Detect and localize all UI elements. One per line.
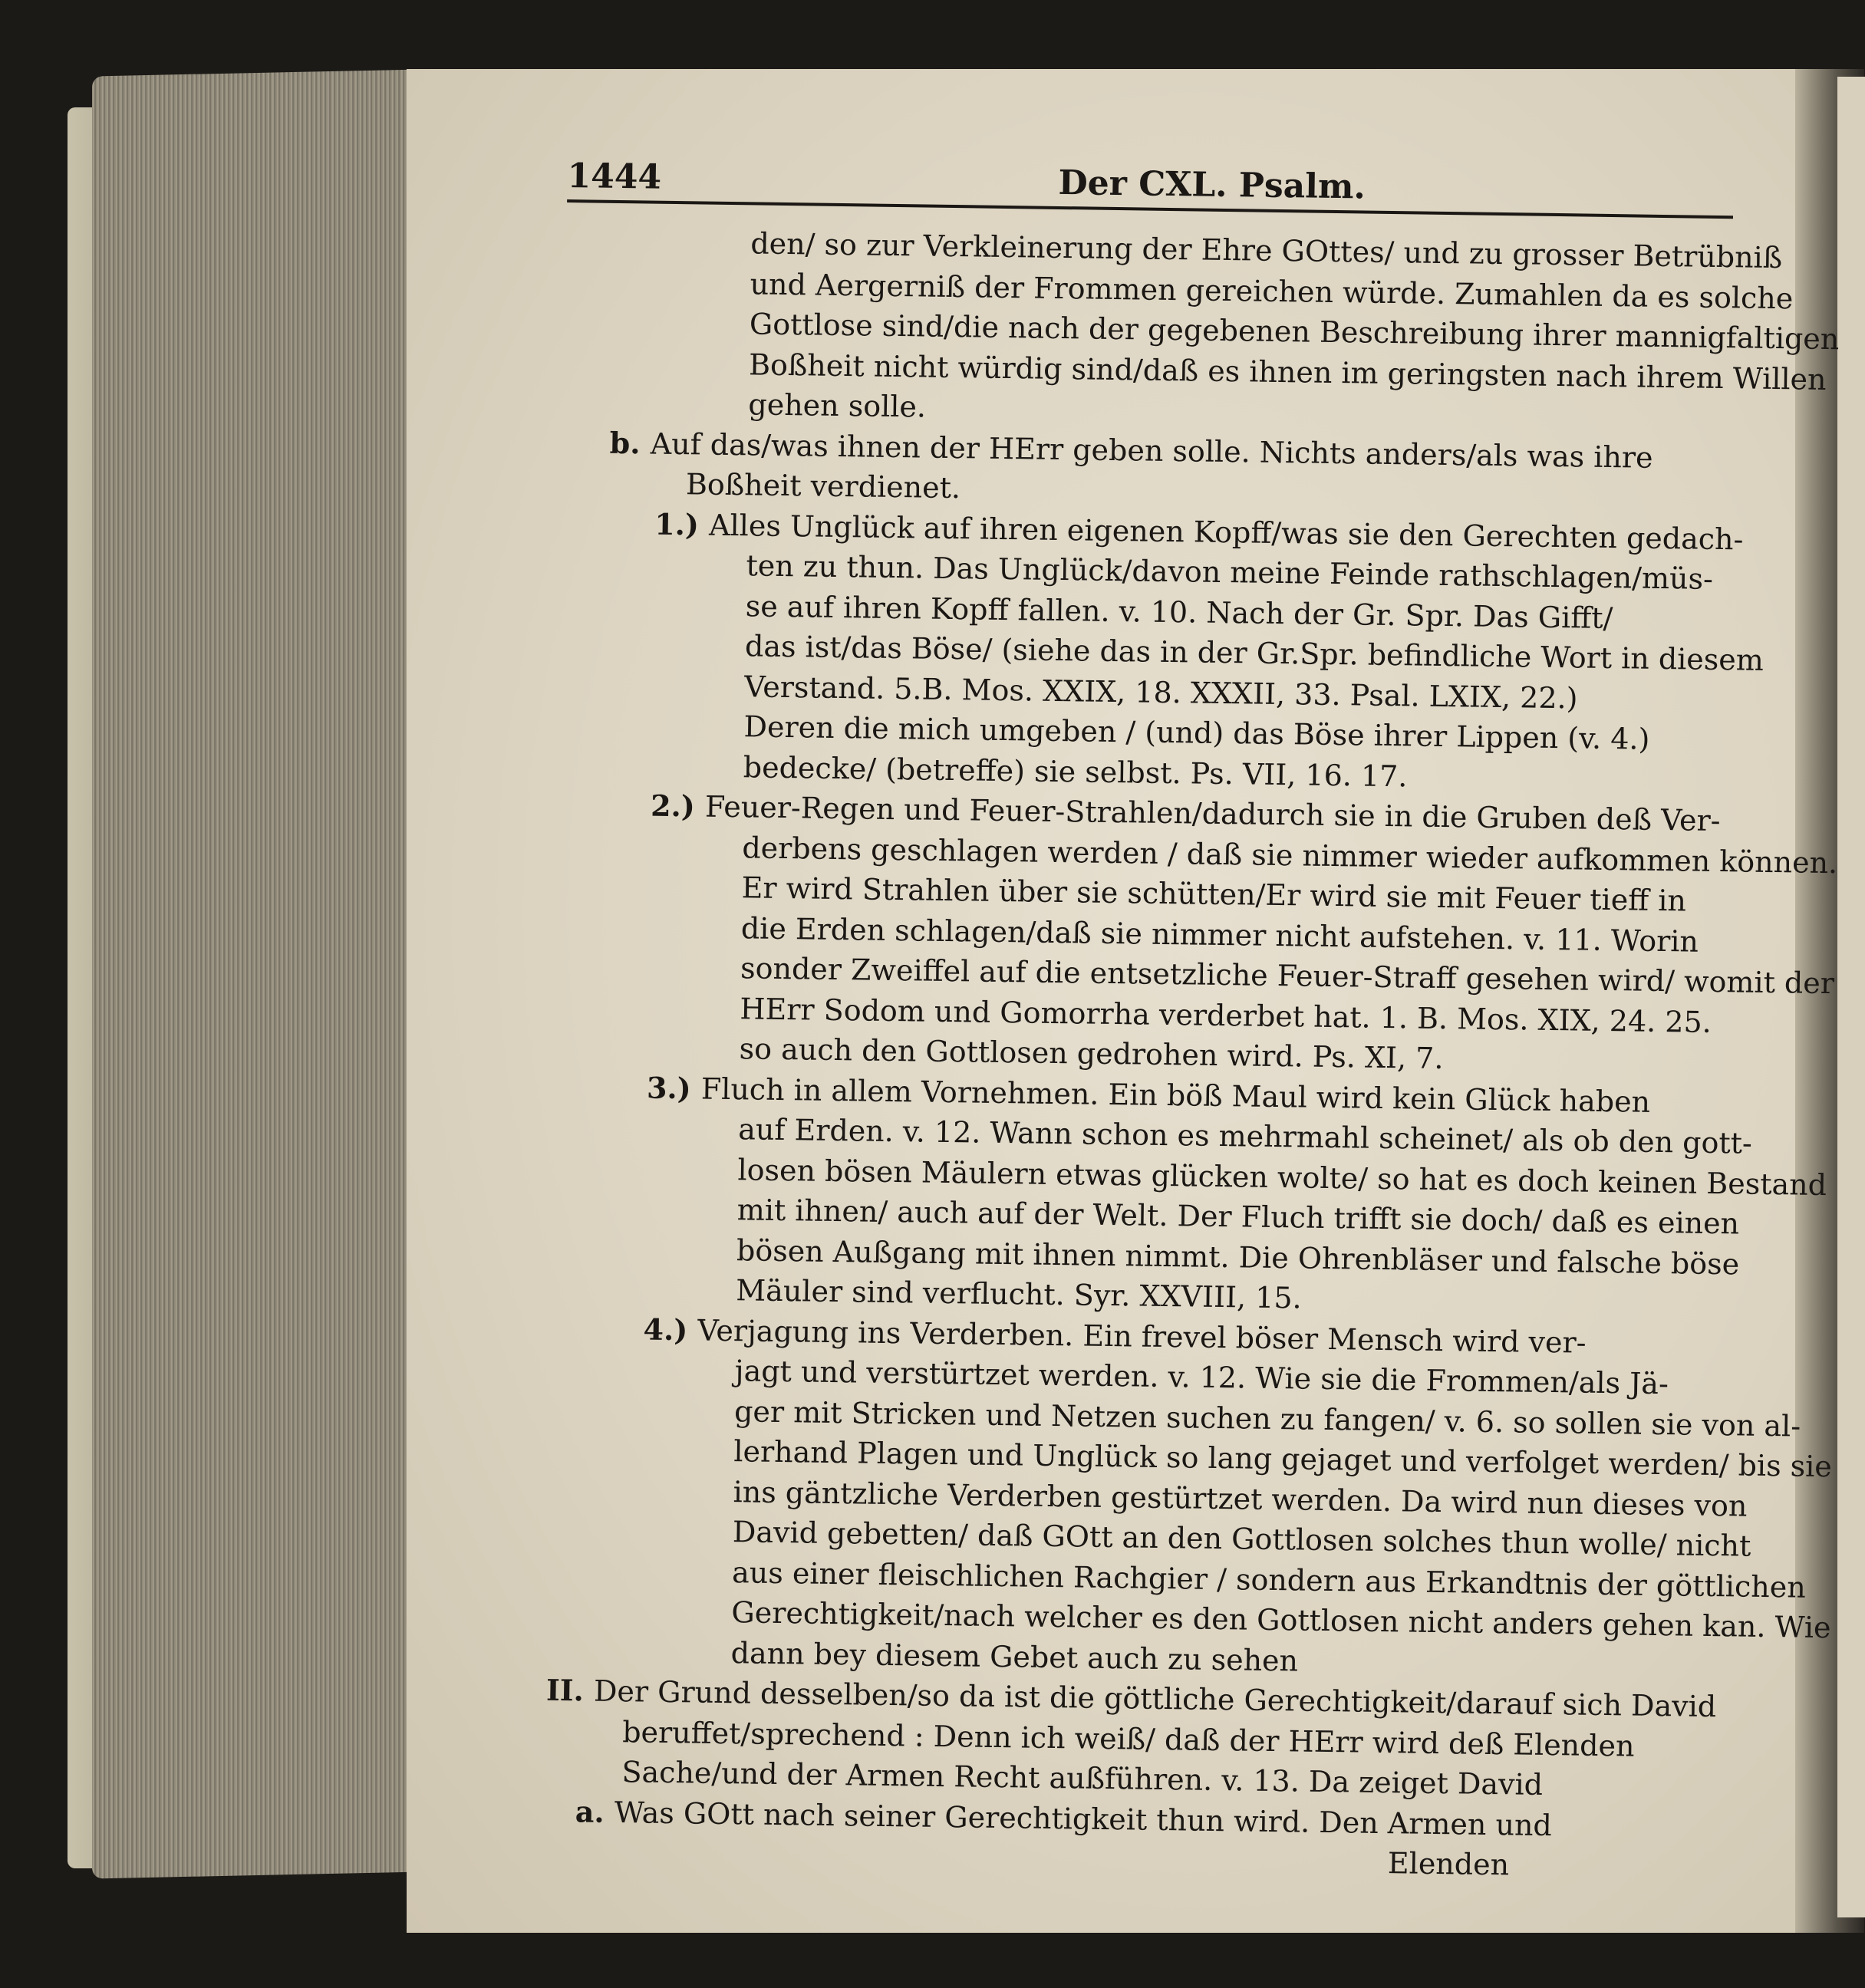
line-text: und Aergerniß der Frommen gereichen würde. Zumahlen da es solche <box>750 266 1794 315</box>
line-text: Sache/und der Armen Recht außführen. v. 13. Da zeiget David <box>621 1755 1544 1802</box>
page-edges <box>92 69 422 1878</box>
line-text: sonder Zweiffel auf die entsetzliche Feuer-Straff gesehen wird/ womit der <box>740 951 1835 1001</box>
line-text: so auch den Gottlosen gedrohen wird. Ps. XI, 7. <box>739 1032 1444 1076</box>
line-text: Elenden <box>1387 1846 1510 1882</box>
line-text: Deren die mich umgeben / (und) das Böse ihrer Lippen (v. 4.) <box>743 709 1650 756</box>
list-marker: 3.) <box>646 1070 702 1106</box>
list-marker: 2.) <box>650 788 706 824</box>
line-text: Boßheit verdienet. <box>685 467 961 505</box>
line-text: ins gäntzliche Verderben gestürtzet werden. Da wird nun dieses von <box>733 1474 1748 1523</box>
page-number: 1444 <box>567 156 662 197</box>
line-text: HErr Sodom und Gomorrha verderbet hat. 1. B. Mos. XIX, 24. 25. <box>740 991 1712 1039</box>
list-marker: II. <box>545 1672 595 1708</box>
line-text: Was GOtt nach seiner Gerechtigkeit thun wird. Den Armen und <box>614 1795 1553 1842</box>
line-text: Mäuler sind verflucht. Syr. XXVIII, 15. <box>736 1273 1302 1315</box>
line-text: bedecke/ (betreffe) sie selbst. Ps. VII, 16. 17. <box>743 749 1408 793</box>
list-marker: b. <box>609 425 651 461</box>
line-text: Fluch in allem Vornehmen. Ein böß Maul wird kein Glück haben <box>700 1071 1651 1119</box>
line-text: ger mit Stricken und Netzen suchen zu fangen/ v. 6. so sollen sie von al- <box>733 1394 1801 1443</box>
line-text: derbens geschlagen werden / daß sie nimmer wieder aufkommen können. <box>742 830 1838 880</box>
line-text: dann bey diesem Gebet auch zu sehen <box>730 1635 1299 1677</box>
line-text: das ist/das Böse/ (siehe das in der Gr.Spr. befindliche Wort in diesem <box>744 629 1765 677</box>
line-text: bösen Außgang mit ihnen nimmt. Die Ohrenbläser und falsche böse <box>736 1233 1740 1281</box>
list-marker: a. <box>575 1793 615 1829</box>
line-text: Alles Unglück auf ihren eigenen Kopff/was sie den Gerechten gedach- <box>708 508 1744 556</box>
list-marker: 1.) <box>654 506 710 542</box>
line-text: Gerechtigkeit/nach welcher es den Gottlosen nicht anders gehen kan. Wie <box>731 1595 1831 1645</box>
facing-page-edge <box>1837 77 1865 1917</box>
list-marker: 4.) <box>643 1312 698 1348</box>
line-text: Feuer-Regen und Feuer-Strahlen/dadurch sie in die Gruben deß Ver- <box>704 789 1721 838</box>
line-text: Boßheit nicht würdig sind/daß es ihnen im geringsten nach ihrem Willen <box>748 347 1827 397</box>
line-text: gehen solle. <box>748 387 927 424</box>
line-text: auf Erden. v. 12. Wann schon es mehrmahl scheinet/ als ob den gott- <box>737 1112 1753 1160</box>
line-text: den/ so zur Verkleinerung der Ehre GOttes/ und zu grosser Betrübniß <box>750 226 1783 275</box>
line-text: beruffet/sprechend : Denn ich weiß/ daß der HErr wird deß Elenden <box>621 1714 1635 1763</box>
line-text: ten zu thun. Das Unglück/davon meine Feinde rathschlagen/müs- <box>746 548 1714 596</box>
line-text: Auf das/was ihnen der HErr geben solle. Nichts anders/als was ihre <box>650 426 1653 475</box>
line-text: David gebetten/ daß GOtt an den Gottlosen solches thun wolle/ nicht <box>732 1515 1751 1563</box>
line-text: lerhand Plagen und Unglück so lang gejaget und verfolget werden/ bis sie <box>733 1434 1833 1484</box>
body-text <box>544 221 1840 1888</box>
line-text: Er wird Strahlen über sie schütten/Er wird sie mit Feuer tieff in <box>741 871 1687 918</box>
line-text: se auf ihren Kopff fallen. v. 10. Nach der Gr. Spr. Das Gifft/ <box>745 588 1613 635</box>
line-text: jagt und verstürtzet werden. v. 12. Wie sie die Frommen/als Jä- <box>734 1354 1669 1401</box>
line-text: mit ihnen/ auch auf der Welt. Der Fluch trifft sie doch/ daß es einen <box>736 1193 1740 1241</box>
line-text: losen bösen Mäulern etwas glücken wolte/ so hat es doch keinen Bestand <box>737 1152 1827 1202</box>
line-text: Verjagung ins Verderben. Ein frevel böser Mensch wird ver- <box>697 1313 1587 1360</box>
line-text: aus einer fleischlichen Rachgier / sondern aus Erkandtnis der göttlichen <box>731 1555 1807 1605</box>
line-text: Gottlose sind/die nach der gegebenen Beschreibung ihrer mannigfaltigen <box>749 307 1840 357</box>
line-text: Der Grund desselben/so da ist die göttliche Gerechtigkeit/darauf sich David <box>593 1674 1717 1724</box>
page-content <box>544 153 1840 1895</box>
line-text: die Erden schlagen/daß sie nimmer nicht aufstehen. v. 11. Worin <box>740 910 1699 959</box>
line-text: Verstand. 5.B. Mos. XXIX, 18. XXXII, 33. Psal. LXIX, 22.) <box>744 669 1578 715</box>
running-head: Der CXL. Psalm. <box>1058 163 1366 207</box>
